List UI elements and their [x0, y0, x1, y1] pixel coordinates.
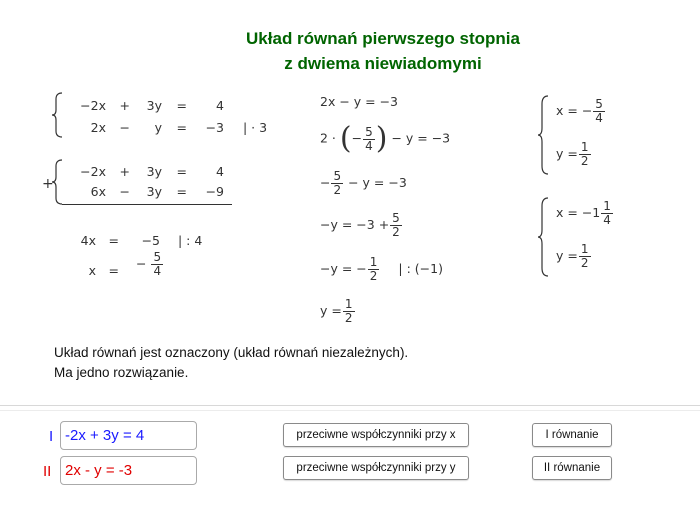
sum-line: [62, 204, 232, 205]
rs1-y-den: 2: [580, 154, 589, 168]
curly-brace-icon: [50, 91, 64, 139]
step-2-fraction: [363, 126, 375, 153]
step-1: 2x − y = −3: [320, 94, 399, 109]
step-3-sign: −: [320, 175, 331, 190]
rs2-x-fraction: [601, 200, 613, 227]
step-6-fraction: [343, 298, 355, 325]
equation-2-input[interactable]: [60, 456, 197, 485]
r2-lhs: x: [88, 263, 96, 278]
rs1-x-fraction: [593, 98, 605, 125]
step-3-den: 2: [333, 183, 342, 197]
first-equation-button[interactable]: I równanie: [532, 423, 612, 447]
rs2-y-fraction: [579, 243, 591, 270]
step-5-pre: −y = −: [320, 261, 367, 276]
s1-row2-b: y: [154, 120, 162, 135]
second-equation-button[interactable]: II równanie: [532, 456, 612, 480]
step-2: [320, 121, 451, 156]
page-title: [0, 26, 700, 76]
divider: [0, 405, 700, 406]
equation-2-label: II: [43, 463, 52, 480]
r1-rhs: −5: [141, 233, 160, 248]
rs1-x-pre: x = −: [556, 103, 593, 118]
s2-row1-eq: =: [176, 164, 187, 179]
conclusion-line-1: Układ równań jest oznaczony (układ równań niezależnych).: [54, 345, 409, 360]
rs1-y-fraction: [579, 141, 591, 168]
step-4-den: 2: [392, 225, 400, 239]
r2-eq: =: [108, 263, 119, 278]
step-4-fraction: [390, 212, 402, 239]
s2-row1-c: 4: [216, 164, 224, 179]
rs2-x-pre: x = −1: [556, 205, 601, 220]
opposite-x-coefficients-button[interactable]: przeciwne współczynniki przy x: [283, 423, 469, 447]
conclusion-line-2: Ma jedno rozwiązanie.: [54, 365, 189, 380]
step-6-num: 1: [344, 297, 353, 311]
curly-brace-icon: [536, 94, 550, 176]
left-brace-system-2: [50, 158, 64, 210]
step-3-fraction: [331, 170, 343, 197]
s2-row1-a: −2x: [80, 164, 106, 179]
s2-row2-a: 6x: [90, 184, 106, 199]
title-line-1: Układ równań pierwszego stopnia: [246, 29, 520, 48]
left-brace-system-1: [50, 91, 64, 143]
s1-row1-c: 4: [216, 98, 224, 113]
s1-row2-op: −: [119, 120, 130, 135]
rs2-x-den: 4: [603, 213, 611, 227]
step-2-num: 5: [365, 124, 373, 139]
step-2-rparen: ): [375, 121, 388, 156]
r2-fraction: [151, 251, 163, 278]
step-4-pre: −y = −3 +: [320, 217, 390, 232]
s1-row1-a: −2x: [80, 98, 106, 113]
step-5: [320, 256, 443, 283]
curly-brace-icon: [50, 158, 64, 206]
r2-den: 4: [153, 264, 162, 278]
r1-note: | : 4: [178, 233, 203, 248]
equation-1-label: I: [49, 428, 54, 445]
right-brace-system-2: [536, 196, 550, 282]
r2-num: 5: [153, 250, 162, 264]
right-brace-system-1: [536, 94, 550, 180]
rs2-y-pre: y =: [556, 248, 578, 263]
s1-row2-c: −3: [205, 120, 224, 135]
step-2-post: − y = −3: [391, 130, 451, 146]
step-2-pre: 2 ·: [320, 130, 336, 146]
rs2-x: [556, 200, 614, 227]
rs2-y-num: 1: [580, 242, 589, 256]
s2-row2-c: −9: [205, 184, 224, 199]
step-2-den: 4: [365, 138, 373, 153]
step-6: [320, 298, 356, 325]
step-5-den: 2: [369, 269, 378, 283]
s2-row2-op: −: [119, 184, 130, 199]
s1-row1-eq: =: [176, 98, 187, 113]
rs2-y: [556, 243, 592, 270]
s1-row2-a: 2x: [90, 120, 106, 135]
r1-eq: =: [108, 233, 119, 248]
conclusion: [54, 343, 408, 383]
step-5-fraction: [368, 256, 380, 283]
s2-row1-op: +: [119, 164, 130, 179]
rs2-y-den: 2: [580, 256, 589, 270]
step-6-den: 2: [344, 311, 353, 325]
r2-value: [136, 251, 164, 278]
step-2-sign: −: [351, 130, 363, 146]
s2-row1-b: 3y: [146, 164, 162, 179]
rs1-x: [556, 98, 606, 125]
r2-sign: −: [136, 256, 147, 271]
step-3: [320, 170, 407, 197]
divider-secondary: [0, 410, 700, 411]
step-3-num: 5: [333, 169, 342, 183]
r1-lhs: 4x: [80, 233, 96, 248]
step-3-post: − y = −3: [348, 175, 407, 190]
s1-row1-b: 3y: [146, 98, 162, 113]
step-4: [320, 212, 403, 239]
s2-row2-b: 3y: [146, 184, 162, 199]
rs1-x-num: 5: [595, 97, 603, 111]
equation-1-input[interactable]: [60, 421, 197, 450]
rs1-y-pre: y =: [556, 146, 578, 161]
rs2-x-num: 1: [603, 199, 611, 213]
s1-row1-op: +: [119, 98, 130, 113]
title-line-2: z dwiema niewiadomymi: [284, 54, 482, 73]
step-5-num: 1: [369, 255, 378, 269]
curly-brace-icon: [536, 196, 550, 278]
s1-row2-eq: =: [176, 120, 187, 135]
s2-row2-eq: =: [176, 184, 187, 199]
step-4-num: 5: [392, 211, 400, 225]
step-6-pre: y =: [320, 303, 342, 318]
rs1-y-num: 1: [580, 140, 589, 154]
step-5-note: | : (−1): [398, 261, 443, 276]
step-2-lparen: (: [339, 121, 352, 156]
opposite-y-coefficients-button[interactable]: przeciwne współczynniki przy y: [283, 456, 469, 480]
s1-row2-note: | · 3: [243, 120, 268, 135]
rs1-x-den: 4: [595, 111, 603, 125]
plus-sign: +: [42, 176, 54, 192]
rs1-y: [556, 141, 592, 168]
